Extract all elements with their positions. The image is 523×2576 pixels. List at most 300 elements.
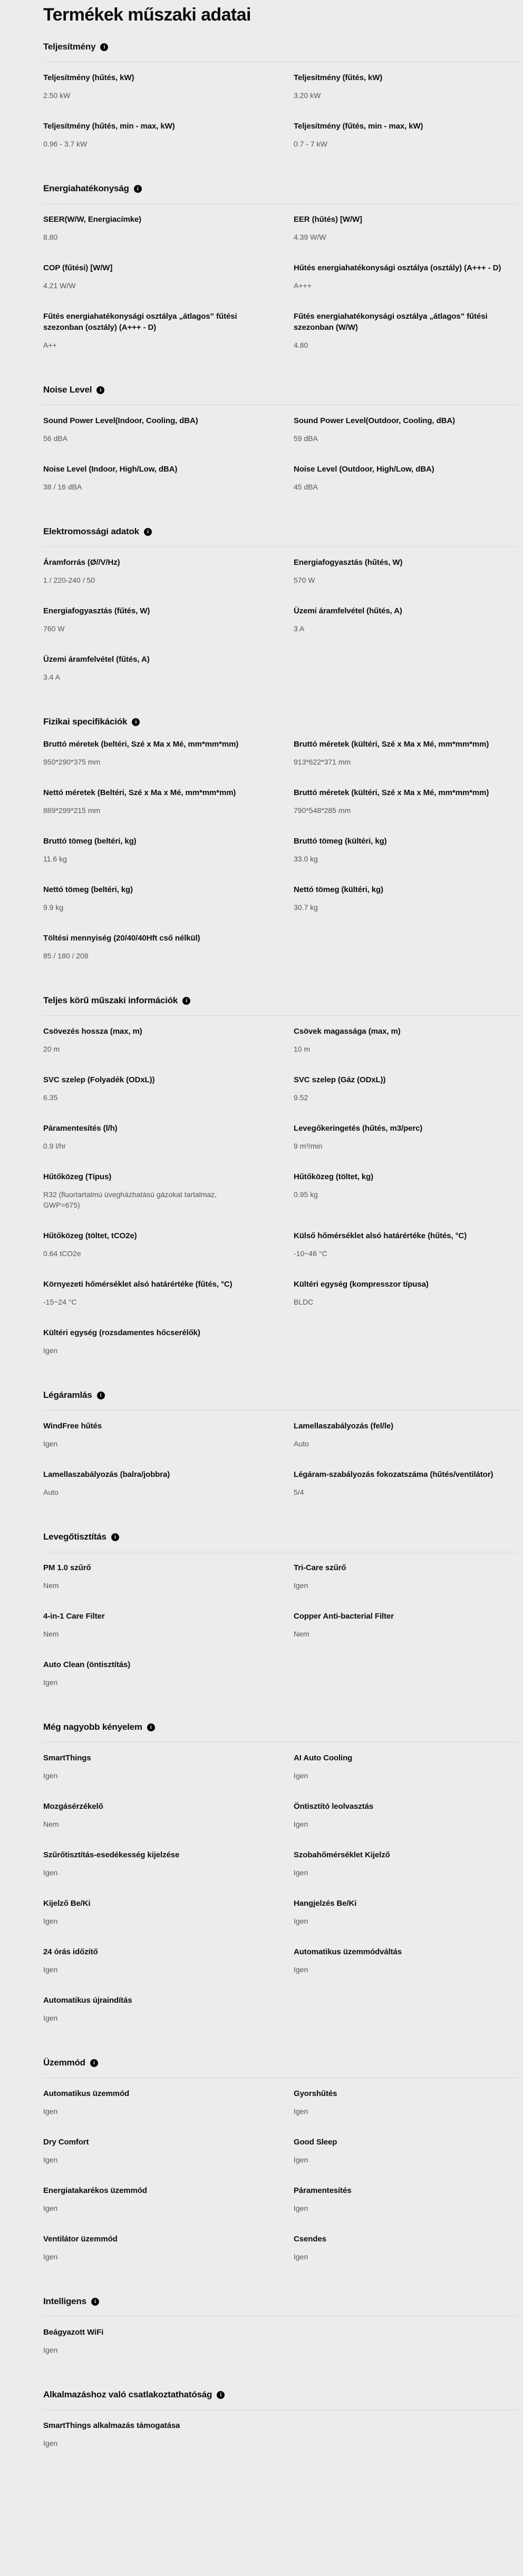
spec-cell [43, 1946, 267, 1975]
spec-cell [43, 214, 267, 242]
spec-cell [43, 1752, 267, 1781]
spec-label: Bruttó méretek (beltéri, Szé x Ma x Mé, mm*mm*mm) [43, 740, 239, 749]
spec-cell [294, 1898, 518, 1926]
section-heading-text: Fizikai specifikációk [43, 717, 128, 727]
spec-row [43, 1649, 518, 1698]
spec-value: Igen [43, 1678, 58, 1687]
spec-label: Teljesítmény (hűtés, min - max, kW) [43, 122, 175, 131]
spec-value: 950*290*375 mm [43, 758, 101, 766]
spec-label: Hűtőközeg (Típus) [43, 1172, 112, 1181]
spec-value: -15~24 °C [43, 1298, 77, 1306]
spec-value: 4.39 W/W [294, 233, 326, 241]
spec-value: Igen [294, 1868, 308, 1877]
spec-row [43, 1601, 518, 1649]
info-icon[interactable]: i [182, 997, 190, 1005]
spec-value: 9 m³/min [294, 1142, 323, 1150]
spec-label: Páramentesítés (l/h) [43, 1124, 118, 1133]
spec-cell [294, 415, 518, 444]
section-heading-text: Intelligens [43, 2296, 86, 2306]
spec-value: 85 / 180 / 208 [43, 952, 89, 960]
spec-cell [294, 1849, 518, 1878]
spec-row [43, 874, 518, 923]
spec-value: Igen [294, 1581, 308, 1590]
section-rows [43, 2410, 518, 2459]
spec-label: Fűtés energiahatékonysági osztálya „átlagos” fűtési szezonban (W/W) [294, 312, 488, 332]
page-title: Termékek műszaki adatai [43, 5, 251, 25]
spec-value: 0.95 kg [294, 1190, 318, 1199]
spec-label: Páramentesítés [294, 2186, 352, 2195]
spec-value: Igen [43, 2252, 58, 2261]
spec-label: Töltési mennyiség (20/40/40Hft cső nélkül) [43, 934, 200, 943]
spec-cell [43, 557, 267, 585]
spec-cell [294, 787, 518, 816]
spec-cell [43, 1995, 267, 2023]
spec-row [43, 826, 518, 874]
spec-label: WindFree hűtés [43, 1422, 102, 1431]
spec-row [43, 1269, 518, 1317]
spec-label: Szobahőmérséklet Kijelző [294, 1850, 390, 1859]
spec-label: Lamellaszabályozás (fel/le) [294, 1422, 394, 1431]
spec-row [43, 1742, 518, 1791]
section-rows [43, 204, 518, 360]
spec-cell [43, 262, 267, 291]
spec-label: Automatikus újraindítás [43, 1996, 132, 2005]
spec-row [43, 2127, 518, 2175]
spec-cell [294, 1279, 518, 1307]
spec-cell [43, 787, 267, 816]
section-rows [43, 62, 518, 159]
spec-cell [43, 605, 267, 634]
spec-label: Auto Clean (öntisztítás) [43, 1660, 131, 1669]
info-icon[interactable]: i [90, 2059, 98, 2067]
spec-value: 0.96 - 3.7 kW [43, 140, 88, 148]
spec-value: Igen [43, 1771, 58, 1780]
spec-row [43, 1411, 518, 1459]
spec-label: Bruttó tömeg (kültéri, kg) [294, 837, 387, 846]
spec-cell [43, 2420, 267, 2448]
spec-cell [294, 605, 518, 634]
spec-value: Igen [294, 2156, 308, 2164]
section-rows [43, 547, 518, 692]
spec-row [43, 1220, 518, 1269]
spec-label: Energiafogyasztás (hűtés, W) [294, 558, 403, 567]
spec-cell [294, 262, 518, 291]
spec-row [43, 1016, 518, 1064]
section-rows [43, 2317, 518, 2365]
spec-cell [294, 1230, 518, 1259]
spec-label: SmartThings alkalmazás támogatása [43, 2421, 180, 2430]
section-heading-text: Teljesítmény [43, 42, 96, 52]
spec-row [43, 1064, 518, 1113]
spec-row [43, 2317, 518, 2365]
section-heading [43, 1531, 518, 1543]
spec-row [43, 1936, 518, 1985]
spec-cell [294, 933, 518, 961]
spec-value: Igen [294, 2252, 308, 2261]
spec-cell [43, 1611, 267, 1639]
spec-row [43, 252, 518, 301]
spec-section [43, 384, 518, 502]
spec-label: Teljesítmény (fűtés, min - max, kW) [294, 122, 423, 131]
section-heading-text: Elektromossági adatok [43, 526, 139, 536]
spec-cell [294, 214, 518, 242]
section-heading [43, 1721, 518, 1733]
spec-cell [294, 2327, 518, 2355]
section-heading-text: Noise Level [43, 385, 92, 395]
spec-value: Igen [43, 2107, 58, 2115]
spec-label: Nettó tömeg (kültéri, kg) [294, 885, 384, 894]
spec-label: Bruttó méretek (kültéri, Szé x Ma x Mé, mm*mm*mm) [294, 740, 489, 749]
spec-value: 56 dBA [43, 434, 67, 443]
spec-cell [43, 1074, 267, 1103]
spec-row [43, 2078, 518, 2127]
spec-label: Fűtés energiahatékonysági osztálya „átlagos” fűtési szezonban (osztály) (A+++ - D) [43, 312, 237, 332]
spec-value: 30.7 kg [294, 903, 318, 912]
spec-value: 5/4 [294, 1488, 304, 1496]
spec-value: 2.50 kW [43, 91, 71, 100]
spec-cell [43, 1230, 267, 1259]
section-heading [43, 995, 518, 1006]
spec-value: 45 dBA [294, 483, 318, 491]
spec-row [43, 405, 518, 454]
spec-section [43, 41, 518, 159]
spec-value: 0.9 l/hr [43, 1142, 66, 1150]
section-heading-text: Energiahatékonyság [43, 183, 129, 193]
spec-row [43, 301, 518, 360]
spec-section [43, 1721, 518, 2033]
spec-cell [43, 739, 267, 767]
spec-value: 6.35 [43, 1093, 58, 1102]
spec-row [43, 2224, 518, 2272]
spec-section [43, 2057, 518, 2272]
section-heading [43, 2389, 518, 2401]
spec-cell [43, 1898, 267, 1926]
spec-row [43, 595, 518, 644]
spec-label: Csövek magassága (max, m) [294, 1027, 401, 1036]
spec-label: AI Auto Cooling [294, 1754, 353, 1762]
spec-label: Levegőkeringetés (hűtés, m3/perc) [294, 1124, 423, 1133]
spec-cell [43, 2234, 267, 2262]
spec-row [43, 1888, 518, 1936]
spec-label: Ventilátor üzemmód [43, 2235, 118, 2244]
spec-cell [43, 2137, 267, 2165]
spec-label: 24 órás időzítő [43, 1947, 98, 1956]
spec-label: COP (fűtési) [W/W] [43, 263, 113, 272]
spec-label: Csövezés hossza (max, m) [43, 1027, 142, 1036]
spec-cell [294, 1327, 518, 1356]
spec-row [43, 1459, 518, 1507]
spec-label: SmartThings [43, 1754, 91, 1762]
spec-value: 20 m [43, 1045, 60, 1053]
spec-value: Igen [294, 1771, 308, 1780]
spec-value: Igen [294, 1917, 308, 1925]
spec-value: Igen [43, 1917, 58, 1925]
spec-cell [294, 1421, 518, 1449]
spec-cell [43, 415, 267, 444]
spec-label: Mozgásérzékelő [43, 1802, 103, 1811]
spec-cell [43, 2327, 267, 2355]
sections [43, 41, 518, 2459]
spec-value: 570 W [294, 576, 315, 584]
section-heading-text: Teljes körű műszaki információk [43, 995, 178, 1005]
spec-row [43, 1161, 518, 1220]
spec-label: SVC szelep (Gáz (ODxL)) [294, 1075, 386, 1084]
spec-cell [294, 1995, 518, 2023]
spec-label: Hűtés energiahatékonysági osztálya (osztály) (A+++ - D) [294, 263, 501, 272]
info-icon[interactable]: i [91, 2298, 99, 2306]
spec-label: SVC szelep (Folyadék (ODxL)) [43, 1075, 155, 1084]
spec-cell [43, 72, 267, 101]
section-heading [43, 41, 518, 53]
spec-cell [43, 1562, 267, 1591]
spec-cell [294, 1562, 518, 1591]
section-rows [43, 1552, 518, 1698]
info-icon[interactable]: i [147, 1723, 155, 1731]
spec-label: Hűtőközeg (töltet, kg) [294, 1172, 374, 1181]
spec-cell [43, 654, 267, 682]
spec-cell [294, 884, 518, 913]
spec-label: Copper Anti-bacterial Filter [294, 1612, 394, 1621]
info-icon[interactable]: i [97, 1392, 105, 1399]
spec-label: Hangjelzés Be/Ki [294, 1899, 357, 1908]
spec-cell [294, 1469, 518, 1497]
section-rows [43, 405, 518, 502]
info-icon[interactable]: i [134, 185, 142, 193]
info-icon[interactable]: i [132, 718, 140, 726]
spec-value: Igen [43, 2204, 58, 2212]
spec-label: Környezeti hőmérséklet alsó határértéke (fűtés, °C) [43, 1280, 233, 1289]
spec-section [43, 1531, 518, 1698]
section-heading [43, 2296, 518, 2307]
spec-cell [294, 72, 518, 101]
spec-label: Légáram-szabályozás fokozatszáma (hűtés/ventilátor) [294, 1470, 493, 1479]
spec-cell [294, 1123, 518, 1151]
spec-value: 9.52 [294, 1093, 308, 1102]
spec-cell [294, 1611, 518, 1639]
spec-label: Automatikus üzemmód [43, 2089, 130, 2098]
spec-label: Öntisztító leolvasztás [294, 1802, 374, 1811]
spec-label: Kültéri egység (kompresszor típusa) [294, 1280, 429, 1289]
info-icon[interactable]: i [100, 43, 108, 51]
spec-value: 3.20 kW [294, 91, 321, 100]
spec-row [43, 1552, 518, 1601]
spec-cell [43, 1026, 267, 1054]
spec-row [43, 1839, 518, 1888]
spec-label: Bruttó méretek (kültéri, Szé x Ma x Mé, mm*mm*mm) [294, 788, 489, 797]
spec-value: Igen [294, 2107, 308, 2115]
spec-row [43, 777, 518, 826]
spec-value: Igen [43, 2346, 58, 2354]
spec-value: 8.80 [43, 233, 58, 241]
spec-value: 760 W [43, 624, 65, 633]
spec-label: Üzemi áramfelvétel (hűtés, A) [294, 606, 402, 615]
spec-value: Igen [43, 1868, 58, 1877]
spec-value: Igen [43, 1965, 58, 1974]
spec-row [43, 547, 518, 595]
spec-value: Igen [43, 2156, 58, 2164]
spec-label: Külső hőmérséklet alsó határértéke (hűtés, °C) [294, 1231, 467, 1240]
spec-value: 10 m [294, 1045, 311, 1053]
section-rows [43, 1742, 518, 2033]
info-icon[interactable]: i [217, 2391, 225, 2399]
section-rows [43, 1411, 518, 1507]
section-heading [43, 384, 518, 396]
spec-cell [43, 1171, 267, 1210]
spec-label: Noise Level (Outdoor, High/Low, dBA) [294, 465, 434, 474]
spec-label: Lamellaszabályozás (balra/jobbra) [43, 1470, 170, 1479]
spec-row [43, 737, 518, 777]
section-rows [43, 2078, 518, 2272]
spec-label: Áramforrás (Ø//V/Hz) [43, 558, 120, 567]
spec-row [43, 2175, 518, 2224]
spec-label: EER (hűtés) [W/W] [294, 215, 362, 224]
spec-row [43, 62, 518, 111]
spec-value: 38 / 16 dBA [43, 483, 82, 491]
spec-section [43, 2389, 518, 2459]
spec-section [43, 526, 518, 692]
spec-value: 59 dBA [294, 434, 318, 443]
spec-label: Sound Power Level(Indoor, Cooling, dBA) [43, 416, 198, 425]
spec-label: Kültéri egység (rozsdamentes hőcserélők) [43, 1328, 200, 1337]
spec-label: Bruttó tömeg (beltéri, kg) [43, 837, 137, 846]
spec-value: 0.7 - 7 kW [294, 140, 327, 148]
spec-label: Hűtőközeg (töltet, tCO2e) [43, 1231, 137, 1240]
section-heading-text: Levegőtisztítás [43, 1532, 106, 1542]
spec-cell [294, 1026, 518, 1054]
spec-cell [294, 836, 518, 864]
spec-section [43, 995, 518, 1366]
spec-cell [294, 739, 518, 767]
spec-row [43, 454, 518, 502]
section-heading [43, 2057, 518, 2069]
spec-cell [294, 2420, 518, 2448]
spec-value: 4.80 [294, 341, 308, 349]
spec-row [43, 204, 518, 252]
spec-value: A++ [43, 341, 57, 349]
spec-cell [43, 1123, 267, 1151]
spec-label: Automatikus üzemmódváltás [294, 1947, 402, 1956]
spec-value: 913*622*371 mm [294, 758, 351, 766]
spec-value: 0.64 tCO2e [43, 1249, 81, 1258]
spec-value: 11.6 kg [43, 855, 67, 863]
spec-label: Beágyazott WiFi [43, 2328, 104, 2337]
spec-cell [43, 1659, 267, 1688]
spec-label: Dry Comfort [43, 2138, 89, 2147]
spec-row [43, 111, 518, 159]
spec-value: Nem [43, 1581, 59, 1590]
spec-value: 33.0 kg [294, 855, 318, 863]
spec-cell [43, 1849, 267, 1878]
spec-cell [294, 2185, 518, 2213]
spec-cell [294, 2234, 518, 2262]
section-heading-text: Még nagyobb kényelem [43, 1722, 142, 1732]
spec-value: Nem [43, 1630, 59, 1638]
spec-cell [294, 1074, 518, 1103]
spec-row [43, 1317, 518, 1366]
spec-row [43, 1113, 518, 1161]
spec-value: Igen [294, 2204, 308, 2212]
spec-label: Energiatakarékos üzemmód [43, 2186, 147, 2195]
spec-cell [43, 464, 267, 492]
spec-value: BLDC [294, 1298, 314, 1306]
spec-value: Auto [294, 1439, 309, 1448]
spec-value: Nem [43, 1820, 59, 1828]
spec-label: Nettó méretek (Beltéri, Szé x Ma x Mé, mm*mm*mm) [43, 788, 236, 797]
spec-row [43, 1985, 518, 2033]
spec-value: 1 / 220-240 / 50 [43, 576, 95, 584]
spec-value: Auto [43, 1488, 59, 1496]
section-heading [43, 183, 518, 194]
spec-cell [43, 884, 267, 913]
info-icon[interactable]: i [111, 1533, 119, 1541]
section-rows [43, 737, 518, 971]
spec-label: Tri-Care szűrő [294, 1563, 346, 1572]
spec-row [43, 923, 518, 971]
spec-cell [294, 654, 518, 682]
spec-label: Good Sleep [294, 2138, 337, 2147]
spec-label: Üzemi áramfelvétel (fűtés, A) [43, 655, 150, 664]
spec-value: A+++ [294, 281, 312, 290]
spec-label: Szűrőtisztítás-esedékesség kijelzése [43, 1850, 180, 1859]
spec-value: R32 (fluortartalmú üvegházhatású gázokat tartalmaz, GWP=675) [43, 1190, 217, 1209]
spec-cell [294, 1752, 518, 1781]
section-heading [43, 716, 518, 728]
spec-value: Igen [43, 1439, 58, 1448]
info-icon[interactable]: i [96, 386, 104, 394]
spec-cell [294, 557, 518, 585]
spec-label: 4-in-1 Care Filter [43, 1612, 105, 1621]
spec-cell [294, 1946, 518, 1975]
spec-label: PM 1.0 szűrő [43, 1563, 91, 1572]
spec-value: 3.4 A [43, 673, 60, 681]
section-heading-text: Alkalmazáshoz való csatlakoztathatóság [43, 2389, 212, 2399]
spec-section [43, 183, 518, 360]
spec-section [43, 1389, 518, 1507]
spec-value: 3 A [294, 624, 305, 633]
spec-cell [294, 121, 518, 149]
spec-cell [43, 311, 267, 350]
spec-label: Teljesítmény (fűtés, kW) [294, 73, 383, 82]
spec-value: Igen [43, 2439, 58, 2447]
spec-value: -10~46 °C [294, 1249, 327, 1258]
spec-cell [294, 1171, 518, 1210]
spec-label: SEER(W/W, Energiacímke) [43, 215, 142, 224]
spec-label: Teljesítmény (hűtés, kW) [43, 73, 134, 82]
spec-value: Igen [294, 1965, 308, 1974]
spec-section [43, 2296, 518, 2365]
spec-cell [43, 2185, 267, 2213]
spec-cell [43, 1469, 267, 1497]
spec-cell [43, 836, 267, 864]
spec-cell [294, 464, 518, 492]
spec-section [43, 716, 518, 971]
spec-cell [294, 2137, 518, 2165]
spec-label: Noise Level (Indoor, High/Low, dBA) [43, 465, 178, 474]
spec-cell [43, 2088, 267, 2117]
section-heading-text: Üzemmód [43, 2058, 85, 2068]
section-heading-text: Légáramlás [43, 1390, 92, 1400]
info-icon[interactable]: i [144, 528, 152, 536]
section-heading [43, 526, 518, 537]
spec-row [43, 1791, 518, 1839]
spec-cell [43, 933, 267, 961]
spec-label: Kijelző Be/Ki [43, 1899, 91, 1908]
spec-row [43, 2410, 518, 2459]
spec-cell [294, 311, 518, 350]
spec-label: Nettó tömeg (beltéri, kg) [43, 885, 133, 894]
spec-value: Nem [294, 1630, 309, 1638]
spec-label: Csendes [294, 2235, 326, 2244]
